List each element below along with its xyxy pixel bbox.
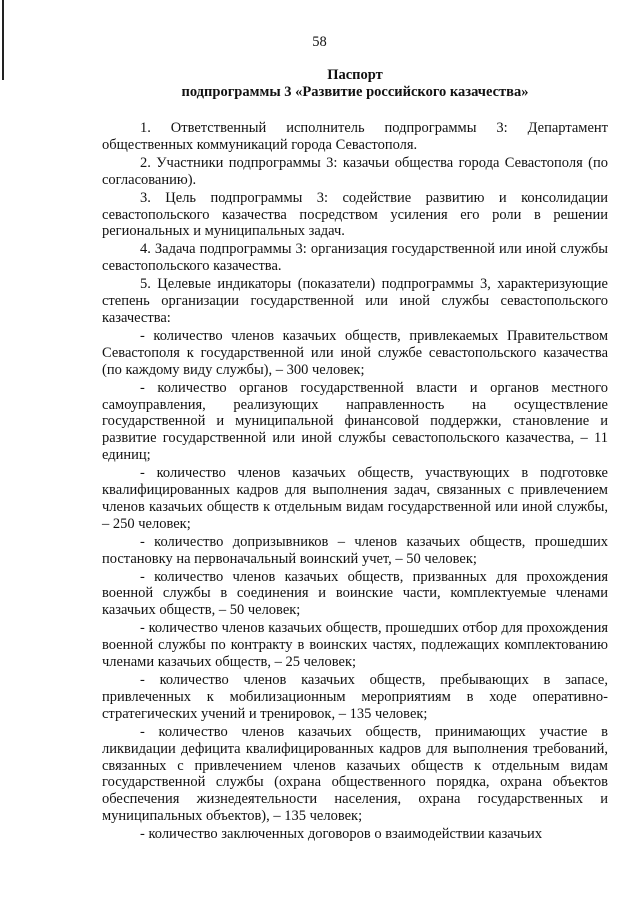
indicator-item: - количество членов казачьих обществ, привлекаемых Правительством Севастополя к государственной или иной службе севастопольского казачества (по каждому виду службы), – 300 человек; [102,327,608,378]
indicator-item: - количество членов казачьих обществ, прошедших отбор для прохождения военной службы по контракту в воинских частях, подлежащих комплектованию членами казачьих обществ, – 25 человек; [102,620,608,671]
indicator-item: - количество членов казачьих обществ, участвующих в подготовке квалифицированных кадров для выполнения задач, связанных с привлечением членов казачьих обществ к отдельным видам государственной или иной службы, – 250 человек; [102,465,608,532]
paragraph: 4. Задача подпрограммы 3: организация государственной или иной службы севастопольского казачества. [102,241,608,275]
indicator-item: - количество членов казачьих обществ, призванных для прохождения военной службы в соединения и воинские части, комплектуемые членами казачьих обществ, – 50 человек; [102,568,608,619]
paragraph: 2. Участники подпрограммы 3: казачьи общества города Севастополя (по согласованию). [102,154,608,188]
paragraph: 3. Цель подпрограммы 3: содействие развитию и консолидации севастопольского казачества посредством усиления его роли в решении региональных и муниципальных задач. [102,189,608,240]
document-body [102,120,608,844]
indicator-item: - количество органов государственной власти и органов местного самоуправления, реализующих направленность на осуществление государственной и муниципальной финансовой поддержки, становление и развитие государственной или иной службы севастопольского казачества, – 11 единиц; [102,379,608,464]
indicator-item: - количество допризывников – членов казачьих обществ, прошедших постановку на первоначальный воинский учет, – 50 человек; [102,533,608,567]
indicator-item: - количество членов казачьих обществ, принимающих участие в ликвидации дефицита квалифицированных кадров для выполнения требований, связанных с привлечением членов казачьих обществ к отдельным видам государственной службы (охрана общественного порядка, охрана объектов обеспечения жизнедеятельности населения, охрана государственных и муниципальных объектов), – 135 человек; [102,723,608,825]
paragraph: 5. Целевые индикаторы (показатели) подпрограммы 3, характеризующие степень организации государственной или иной службы севастопольского казачества: [102,276,608,326]
page-number: 58 [312,34,327,50]
document-title [100,67,610,101]
indicator-item: - количество членов казачьих обществ, пребывающих в запасе, привлеченных к мобилизационным мероприятиям в ходе оперативно-стратегических учений и тренировок, – 135 человек; [102,672,608,722]
indicator-item: - количество заключенных договоров о взаимодействии казачьих [140,826,543,843]
title-line-2: подпрограммы 3 «Развитие российского казачества» [181,84,529,100]
title-line-1: Паспорт [327,67,383,83]
paragraph: 1. Ответственный исполнитель подпрограммы 3: Департамент общественных коммуникаций города Севастополя. [102,120,608,153]
